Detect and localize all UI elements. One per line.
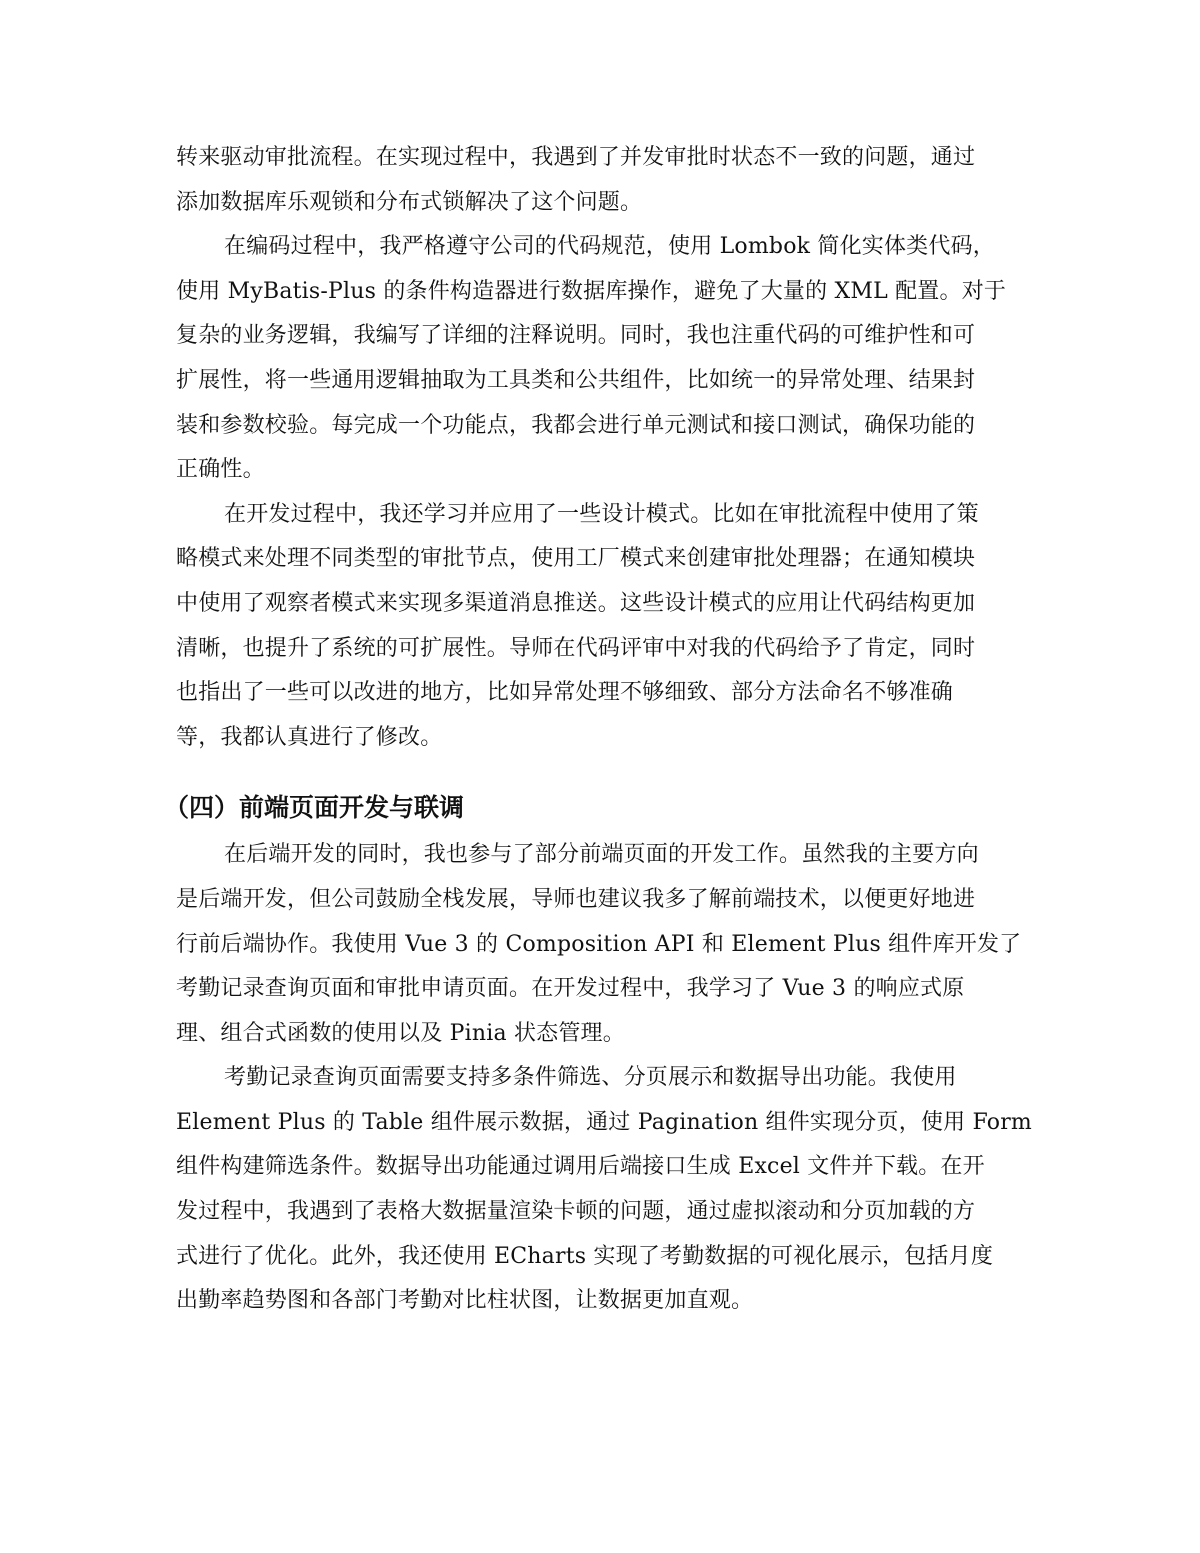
document-body — [164, 136, 1032, 1324]
text-line: 使用 MyBatis-Plus 的条件构造器进行数据库操作，避免了大量的 XML 配置。对于 — [176, 278, 1007, 304]
text-line: 组件构建筛选条件。数据导出功能通过调用后端接口生成 Excel 文件并下载。在开 — [176, 1154, 985, 1180]
text-line: 在后端开发的同时，我也参与了部分前端页面的开发工作。虽然我的主要方向 — [224, 842, 979, 868]
paragraph — [176, 225, 1026, 493]
text-line: 是后端开发，但公司鼓励全栈发展，导师也建议我多了解前端技术，以便更好地进 — [176, 886, 976, 912]
text-line: 转来驱动审批流程。在实现过程中，我遇到了并发审批时状态不一致的问题，通过 — [176, 145, 976, 170]
paragraph — [176, 1056, 1032, 1324]
text-line: 行前后端协作。我使用 Vue 3 的 Composition API 和 Element Plus 组件库开发了 — [176, 931, 1022, 957]
text-line: 复杂的业务逻辑，我编写了详细的注释说明。同时，我也注重代码的可维护性和可 — [176, 323, 976, 349]
text-line: 发过程中，我遇到了表格大数据量渲染卡顿的问题，通过虚拟滚动和分页加载的方 — [176, 1199, 976, 1225]
text-line: 在开发过程中，我还学习并应用了一些设计模式。比如在审批流程中使用了策 — [224, 501, 979, 527]
text-line: 等，我都认真进行了修改。 — [176, 724, 443, 750]
text-line: 考勤记录查询页面需要支持多条件筛选、分页展示和数据导出功能。我使用 — [224, 1065, 957, 1091]
text-line: 也指出了一些可以改进的地方，比如异常处理不够细致、部分方法命名不够准确 — [176, 680, 954, 706]
text-line: 装和参数校验。每完成一个功能点，我都会进行单元测试和接口测试，确保功能的 — [176, 412, 976, 438]
paragraph — [176, 833, 1026, 1056]
text-line: 考勤记录查询页面和审批申请页面。在开发过程中，我学习了 Vue 3 的响应式原 — [176, 976, 965, 1002]
text-line: Element Plus 的 Table 组件展示数据，通过 Pagination 组件实现分页，使用 Form — [176, 1109, 1032, 1135]
section-heading: （四）前端页面开发与联调 — [164, 793, 465, 823]
text-line: 扩展性，将一些通用逻辑抽取为工具类和公共组件，比如统一的异常处理、结果封 — [176, 367, 976, 393]
text-line: 正确性。 — [176, 457, 265, 483]
text-line: 略模式来处理不同类型的审批节点，使用工厂模式来创建审批处理器；在通知模块 — [176, 546, 976, 572]
text-line: 清晰，也提升了系统的可扩展性。导师在代码评审中对我的代码给予了肯定，同时 — [176, 635, 976, 661]
text-line: 出勤率趋势图和各部门考勤对比柱状图，让数据更加直观。 — [176, 1288, 754, 1314]
text-line: 式进行了优化。此外，我还使用 ECharts 实现了考勤数据的可视化展示，包括月度 — [176, 1243, 994, 1269]
text-line: 添加数据库乐观锁和分布式锁解决了这个问题。 — [176, 189, 643, 215]
paragraph — [176, 493, 1026, 761]
text-line: 在编码过程中，我严格遵守公司的代码规范，使用 Lombok 简化实体类代码， — [224, 234, 995, 260]
paragraph — [176, 136, 1026, 225]
text-line: 中使用了观察者模式来实现多渠道消息推送。这些设计模式的应用让代码结构更加 — [176, 590, 976, 616]
text-line: 理、组合式函数的使用以及 Pinia 状态管理。 — [176, 1020, 625, 1046]
